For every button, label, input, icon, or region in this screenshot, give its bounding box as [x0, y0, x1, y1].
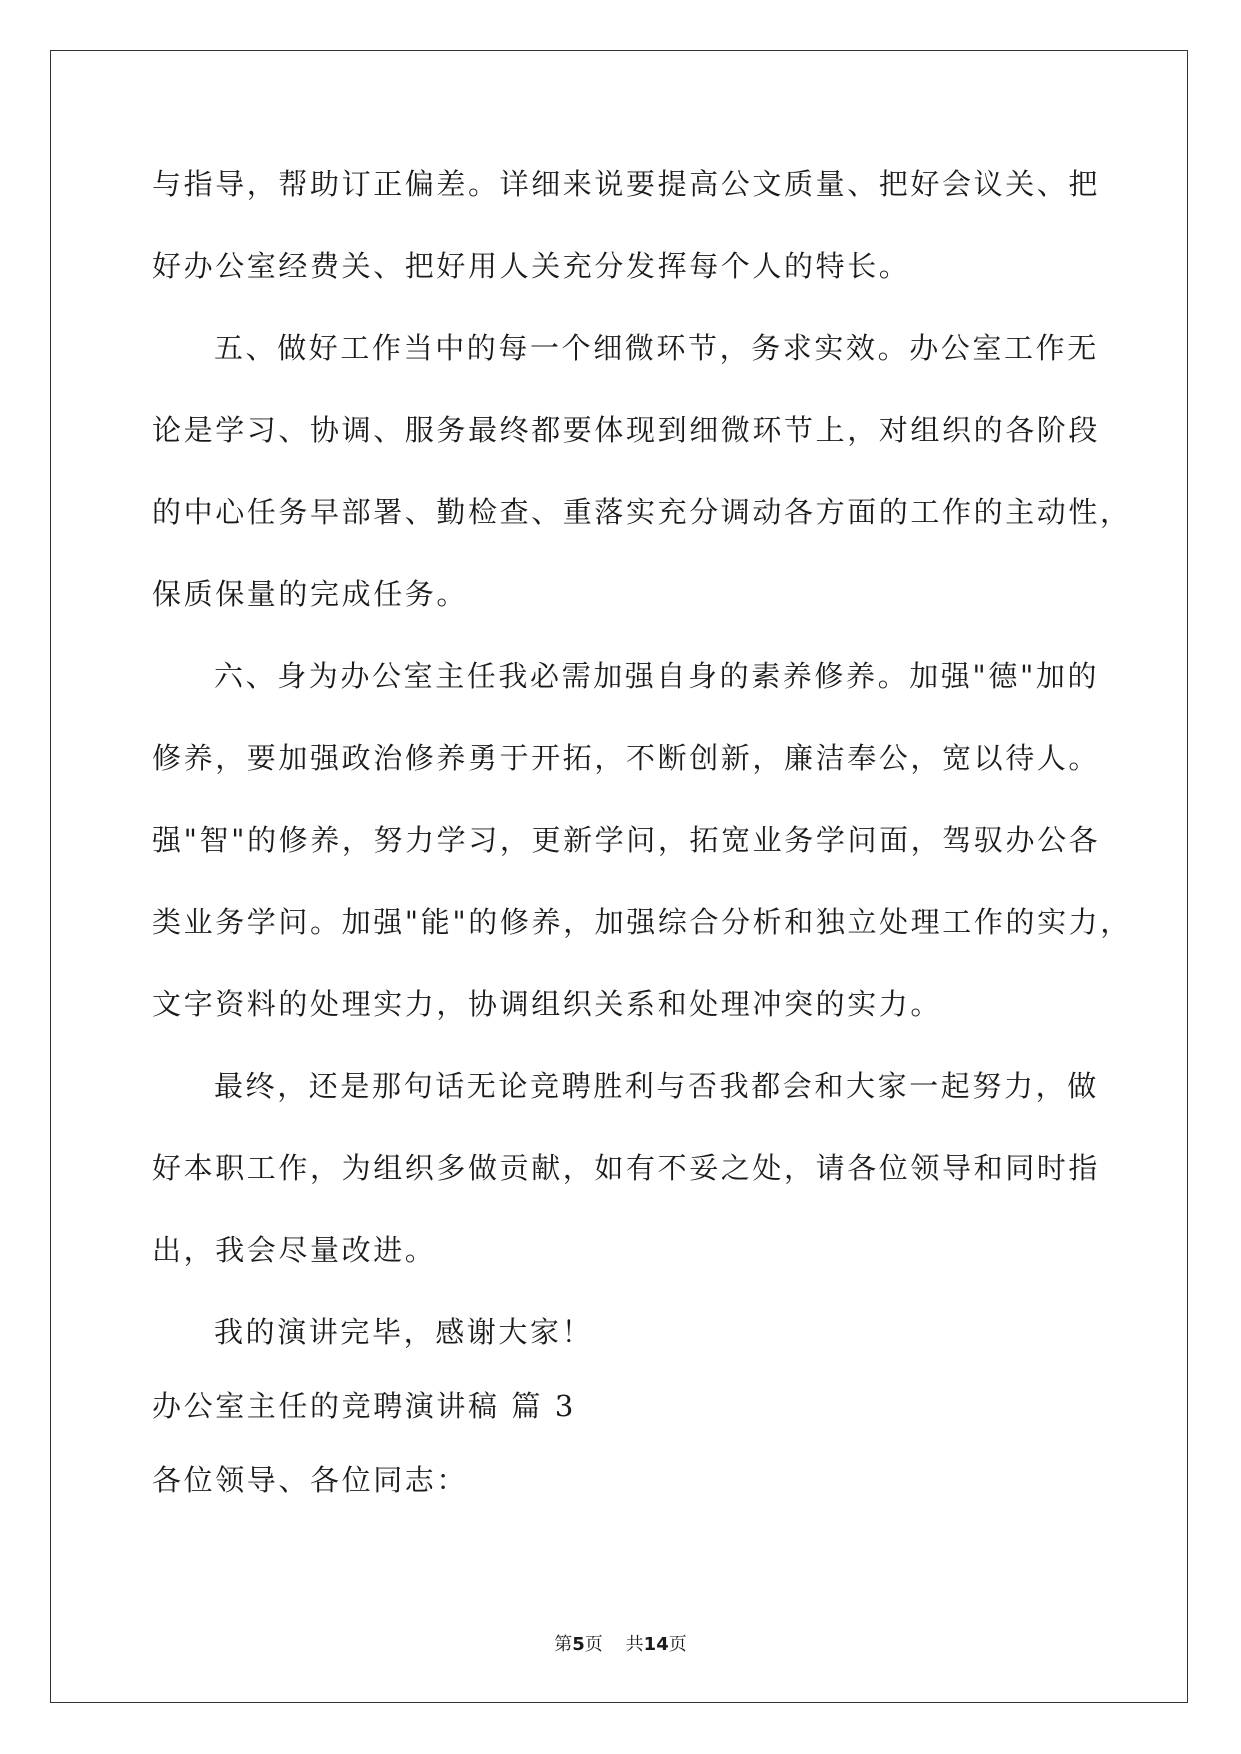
paragraph-line: 保质保量的完成任务。 — [152, 577, 469, 611]
paragraph-line: 类业务学问。加强"能"的修养，加强综合分析和独立处理工作的实力， — [152, 905, 1132, 939]
salutation: 各位领导、各位同志： — [152, 1463, 469, 1497]
paragraph-line: 我的演讲完毕，感谢大家！ — [214, 1315, 594, 1349]
paragraph-line: 五、做好工作当中的每一个细微环节，务求实效。办公室工作无 — [214, 331, 1099, 365]
page-number: 5 — [572, 1634, 585, 1655]
paragraph-line: 强"智"的修养，努力学习，更新学问，拓宽业务学问面，驾驭办公各 — [152, 823, 1101, 857]
total-pages: 14 — [643, 1634, 669, 1655]
page-footer — [0, 1634, 1241, 1656]
paragraph-line: 好本职工作，为组织多做贡献，如有不妥之处，请各位领导和同时指 — [152, 1151, 1101, 1185]
total-prefix: 共 — [625, 1634, 644, 1655]
paragraph-line: 论是学习、协调、服务最终都要体现到细微环节上，对组织的各阶段 — [152, 413, 1101, 447]
paragraph-line: 文字资料的处理实力，协调组织关系和处理冲突的实力。 — [152, 987, 943, 1021]
page-suffix: 页 — [584, 1634, 603, 1655]
total-suffix: 页 — [668, 1634, 687, 1655]
paragraph-line: 修养，要加强政治修养勇于开拓，不断创新，廉洁奉公，宽以待人。 — [152, 741, 1101, 775]
section-heading: 办公室主任的竞聘演讲稿 篇 3 — [152, 1389, 576, 1423]
paragraph-line: 最终，还是那句话无论竞聘胜利与否我都会和大家一起努力，做 — [214, 1069, 1099, 1103]
paragraph-line: 的中心任务早部署、勤检查、重落实充分调动各方面的工作的主动性， — [152, 495, 1132, 529]
document-body — [152, 166, 1132, 1536]
paragraph-line: 与指导，帮助订正偏差。详细来说要提高公文质量、把好会议关、把 — [152, 167, 1101, 201]
page-prefix: 第 — [554, 1634, 573, 1655]
paragraph-line: 好办公室经费关、把好用人关充分发挥每个人的特长。 — [152, 249, 911, 283]
paragraph-line: 六、身为办公室主任我必需加强自身的素养修养。加强"德"加的 — [214, 659, 1100, 693]
paragraph-line: 出，我会尽量改进。 — [152, 1233, 437, 1267]
